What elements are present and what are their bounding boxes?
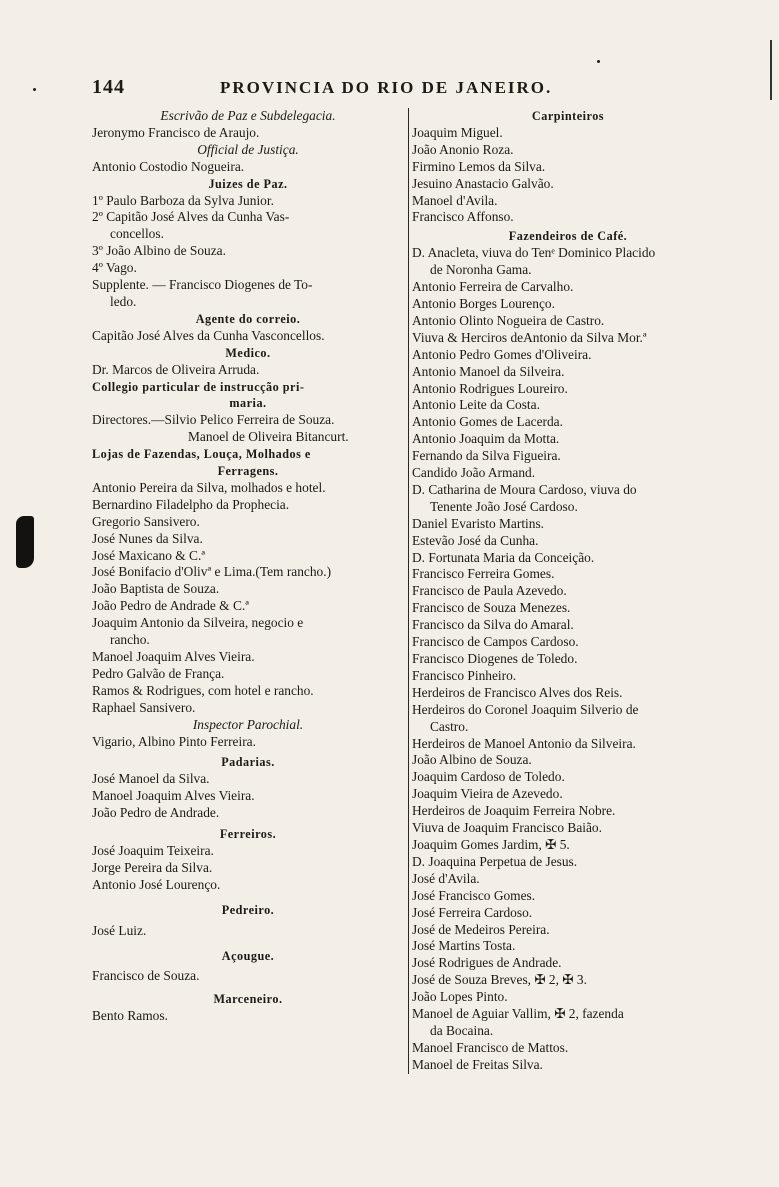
list-item: Manoel d'Avila. bbox=[412, 192, 498, 208]
list-item: Fernando da Silva Figueira. bbox=[412, 448, 561, 464]
list-item: Gregorio Sansivero. bbox=[92, 513, 200, 529]
list-item: Ramos & Rodrigues, com hotel e rancho. bbox=[92, 682, 314, 698]
list-item: Francisco Ferreira Gomes. bbox=[412, 566, 555, 582]
list-item: 3º João Albino de Souza. bbox=[92, 243, 226, 259]
list-item: Antonio Pereira da Silva, molhados e hotel. bbox=[92, 479, 326, 495]
list-item: José Rodrigues de Andrade. bbox=[412, 955, 562, 971]
list-item: Viuva de Joaquim Francisco Baião. bbox=[412, 820, 602, 836]
list-item: Francisco de Souza. bbox=[92, 968, 200, 984]
list-item: Manoel Francisco de Mattos. bbox=[412, 1039, 569, 1055]
list-item: Capitão José Alves da Cunha Vasconcellos. bbox=[92, 327, 325, 343]
section-heading: Lojas de Fazendas, Louça, Molhados e bbox=[92, 447, 311, 462]
list-item: Joaquim Antonio da Silveira, negocio e bbox=[92, 615, 304, 631]
list-item: Raphael Sansivero. bbox=[92, 699, 196, 715]
list-item: Bento Ramos. bbox=[92, 1008, 168, 1024]
list-item: 2º Capitão José Alves da Cunha Vas- bbox=[92, 209, 290, 225]
list-item: Antonio Pedro Gomes d'Oliveira. bbox=[412, 346, 592, 362]
page-number: 144 bbox=[92, 76, 125, 98]
section-heading: Marceneiro. bbox=[213, 992, 283, 1007]
list-item: Antonio Ferreira de Carvalho. bbox=[412, 279, 574, 295]
list-item: Firmino Lemos da Silva. bbox=[412, 158, 546, 174]
section-heading: Escrivão de Paz e Subdelegacia. bbox=[160, 108, 336, 123]
list-item: D. Fortunata Maria da Conceição. bbox=[412, 549, 595, 565]
list-item: Supplente. — Francisco Diogenes de To- bbox=[92, 277, 313, 293]
list-item: João Pedro de Andrade & C.ª bbox=[92, 598, 249, 614]
list-item: Bernardino Filadelpho da Prophecia. bbox=[92, 496, 290, 512]
list-item: José Francisco Gomes. bbox=[412, 887, 536, 903]
list-item: José Manoel da Silva. bbox=[92, 771, 210, 787]
list-item: Antonio Costodio Nogueira. bbox=[92, 158, 245, 174]
list-item: Candido João Armand. bbox=[412, 465, 536, 481]
list-item-continuation: Castro. bbox=[430, 718, 469, 734]
section-heading: Medico. bbox=[225, 345, 271, 360]
list-item: José Martins Tosta. bbox=[412, 938, 516, 954]
list-item: João Baptista de Souza. bbox=[92, 581, 220, 597]
section-heading-continuation: maria. bbox=[229, 396, 267, 411]
list-item: José de Souza Breves, ✠ 2, ✠ 3. bbox=[412, 972, 587, 988]
list-item: Estevão José da Cunha. bbox=[412, 532, 539, 548]
list-item: Antonio Olinto Nogueira de Castro. bbox=[412, 312, 605, 328]
list-item: José Bonifacio d'Olivª e Lima.(Tem rancho.) bbox=[92, 564, 332, 580]
section-heading: Ferreiros. bbox=[219, 827, 277, 842]
list-item: Francisco de Campos Cardoso. bbox=[412, 634, 579, 650]
list-item: Jeronymo Francisco de Araujo. bbox=[92, 124, 260, 140]
list-item: 4º Vago. bbox=[92, 260, 137, 276]
list-item: Francisco de Paula Azevedo. bbox=[412, 583, 567, 599]
list-item: Manoel Joaquim Alves Vieira. bbox=[92, 788, 255, 804]
list-item: João Lopes Pinto. bbox=[412, 989, 508, 1005]
section-heading: Collegio particular de instrucção pri- bbox=[92, 379, 305, 394]
page-edge-line bbox=[770, 40, 772, 100]
section-heading: Juizes de Paz. bbox=[208, 176, 288, 191]
list-item: Antonio Rodrigues Loureiro. bbox=[412, 380, 568, 396]
speck bbox=[597, 60, 600, 63]
list-item: Manoel de Oliveira Bitancurt. bbox=[188, 429, 349, 445]
list-item: José Ferreira Cardoso. bbox=[412, 904, 533, 920]
list-item: José d'Avila. bbox=[412, 870, 480, 886]
section-heading: Fazendeiros de Café. bbox=[508, 229, 628, 244]
section-heading: Pedreiro. bbox=[221, 902, 275, 917]
list-item: Francisco de Souza Menezes. bbox=[412, 600, 571, 616]
list-item: João Pedro de Andrade. bbox=[92, 805, 220, 821]
list-item: João Anonio Roza. bbox=[412, 141, 514, 157]
list-item: Manoel Joaquim Alves Vieira. bbox=[92, 649, 255, 664]
section-heading: Inspector Parochial. bbox=[192, 716, 304, 732]
list-item: Daniel Evaristo Martins. bbox=[412, 515, 545, 531]
list-item: Joaquim Cardoso de Toledo. bbox=[412, 769, 565, 785]
list-item: Antonio Manoel da Silveira. bbox=[412, 363, 565, 379]
list-item-continuation: rancho. bbox=[110, 632, 150, 648]
list-item: Antonio Gomes de Lacerda. bbox=[412, 414, 563, 430]
list-item: Manoel de Freitas Silva. bbox=[412, 1056, 543, 1072]
list-item: Francisco da Silva do Amaral. bbox=[412, 617, 574, 633]
list-item: D. Joaquina Perpetua de Jesus. bbox=[412, 853, 578, 869]
list-item: Antonio Joaquim da Motta. bbox=[412, 431, 560, 447]
section-heading: Official de Justiça. bbox=[197, 141, 299, 157]
list-item: Francisco Pinheiro. bbox=[412, 667, 517, 683]
list-item: Pedro Galvão de França. bbox=[92, 665, 225, 681]
list-item-continuation: Tenente João José Cardoso. bbox=[430, 498, 578, 514]
list-item: 1º Paulo Barboza da Sylva Junior. bbox=[92, 192, 274, 208]
list-item: José Joaquim Teixeira. bbox=[92, 842, 214, 858]
list-item: Herdeiros de Manoel Antonio da Silveira. bbox=[412, 735, 636, 751]
list-item: José Maxicano & C.ª bbox=[92, 547, 206, 563]
section-heading: Carpinteiros bbox=[531, 109, 605, 123]
list-item: João Albino de Souza. bbox=[412, 752, 532, 768]
list-item: Francisco Affonso. bbox=[412, 209, 514, 225]
list-item-continuation: concellos. bbox=[110, 226, 164, 242]
page-header bbox=[92, 76, 612, 102]
list-item: José Nunes da Silva. bbox=[92, 530, 203, 546]
list-item-continuation: da Bocaina. bbox=[430, 1022, 494, 1038]
section-heading: Agente do correio. bbox=[195, 311, 301, 326]
list-item: Manoel de Aguiar Vallim, ✠ 2, fazenda bbox=[412, 1006, 624, 1022]
list-item-continuation: de Noronha Gama. bbox=[430, 262, 532, 278]
list-item: Antonio Leite da Costa. bbox=[412, 397, 540, 413]
list-item: Directores.—Silvio Pelico Ferreira de Souza. bbox=[92, 412, 335, 428]
list-item: Antonio José Lourenço. bbox=[92, 876, 221, 892]
list-item: Joaquim Miguel. bbox=[412, 124, 503, 140]
speck bbox=[33, 88, 36, 91]
list-item: Antonio Borges Lourenço. bbox=[412, 295, 555, 311]
list-item: José Luiz. bbox=[92, 922, 147, 938]
section-heading: Padarias. bbox=[221, 755, 275, 770]
left-column bbox=[92, 108, 404, 1025]
ink-blot bbox=[16, 516, 34, 568]
running-title: PROVINCIA DO RIO DE JANEIRO. bbox=[220, 78, 553, 97]
list-item: Joaquim Vieira de Azevedo. bbox=[412, 786, 563, 802]
list-item: Herdeiros de Joaquim Ferreira Nobre. bbox=[412, 803, 616, 819]
list-item: Vigario, Albino Pinto Ferreira. bbox=[92, 733, 256, 749]
list-item: Jorge Pereira da Silva. bbox=[92, 859, 213, 875]
list-item: Herdeiros de Francisco Alves dos Reis. bbox=[412, 684, 623, 700]
list-item: Jesuino Anastacio Galvão. bbox=[412, 175, 554, 191]
section-heading: Açougue. bbox=[221, 948, 275, 963]
list-item: José de Medeiros Pereira. bbox=[412, 921, 550, 937]
section-heading-continuation: Ferragens. bbox=[217, 464, 279, 479]
right-column bbox=[408, 108, 724, 1074]
list-item: D. Anacleta, viuva do Tenᵉ Dominico Placido bbox=[412, 245, 656, 261]
list-item: Dr. Marcos de Oliveira Arruda. bbox=[92, 361, 260, 377]
list-item: Viuva & Herciros deAntonio da Silva Mor.ª bbox=[412, 329, 647, 345]
list-item-continuation: ledo. bbox=[110, 293, 137, 309]
list-item: Herdeiros do Coronel Joaquim Silverio de bbox=[412, 701, 639, 717]
list-item: Joaquim Gomes Jardim, ✠ 5. bbox=[412, 836, 570, 852]
list-item: Francisco Diogenes de Toledo. bbox=[412, 651, 578, 666]
list-item: D. Catharina de Moura Cardoso, viuva do bbox=[412, 481, 637, 497]
